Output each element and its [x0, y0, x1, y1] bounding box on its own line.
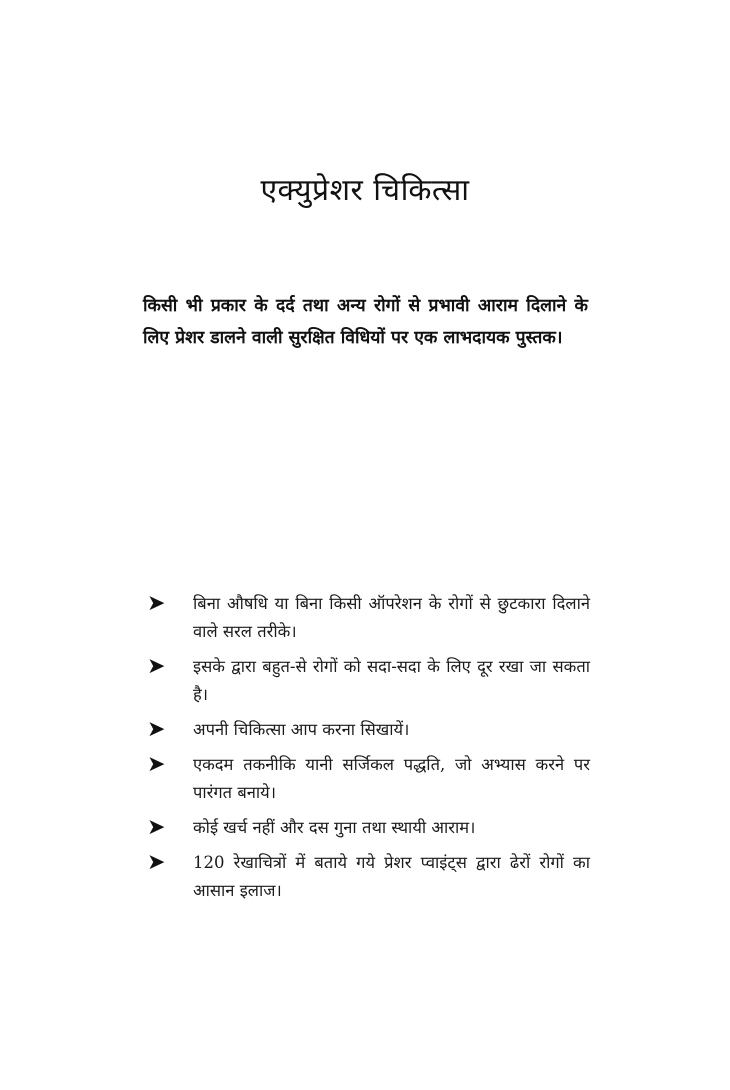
feature-item — [145, 590, 590, 646]
feature-text: कोई खर्च नहीं और दस गुना तथा स्थायी आराम। — [193, 818, 476, 837]
page-title: एक्युप्रेशर चिकित्सा — [260, 173, 470, 208]
feature-text: 120 रेखाचित्रों में बताये गये प्रेशर प्वाइंट्स द्वारा ढेरों रोगों का आसान इलाज। — [193, 853, 590, 900]
arrow-bullet-icon: ➤ — [147, 752, 166, 777]
intro-paragraph: किसी भी प्रकार के दर्द तथा अन्य रोगों से प्रभावी आराम दिलाने के लिए प्रेशर डालने वाली सुरक्षित विधियों पर एक लाभदायक पुस्तक। — [143, 296, 588, 348]
feature-text: अपनी चिकित्सा आप करना सिखायें। — [193, 720, 410, 739]
feature-list — [145, 590, 590, 912]
arrow-bullet-icon: ➤ — [147, 591, 166, 616]
feature-item — [145, 653, 590, 709]
arrow-bullet-icon: ➤ — [147, 717, 166, 742]
arrow-bullet-icon: ➤ — [147, 815, 166, 840]
feature-item — [145, 849, 590, 905]
feature-item — [145, 751, 590, 807]
arrow-bullet-icon: ➤ — [147, 654, 166, 679]
feature-text: एकदम तकनीकि यानी सर्जिकल पद्धति, जो अभ्यास करने पर पारंगत बनाये। — [193, 755, 590, 802]
feature-item — [145, 716, 590, 744]
feature-text: इसके द्वारा बहुत-से रोगों को सदा-सदा के लिए दूर रखा जा सकता है। — [193, 657, 590, 704]
arrow-bullet-icon: ➤ — [147, 850, 166, 875]
feature-item — [145, 814, 590, 842]
feature-text: बिना औषधि या बिना किसी ऑपरेशन के रोगों से छुटकारा दिलाने वाले सरल तरीके। — [193, 594, 590, 641]
